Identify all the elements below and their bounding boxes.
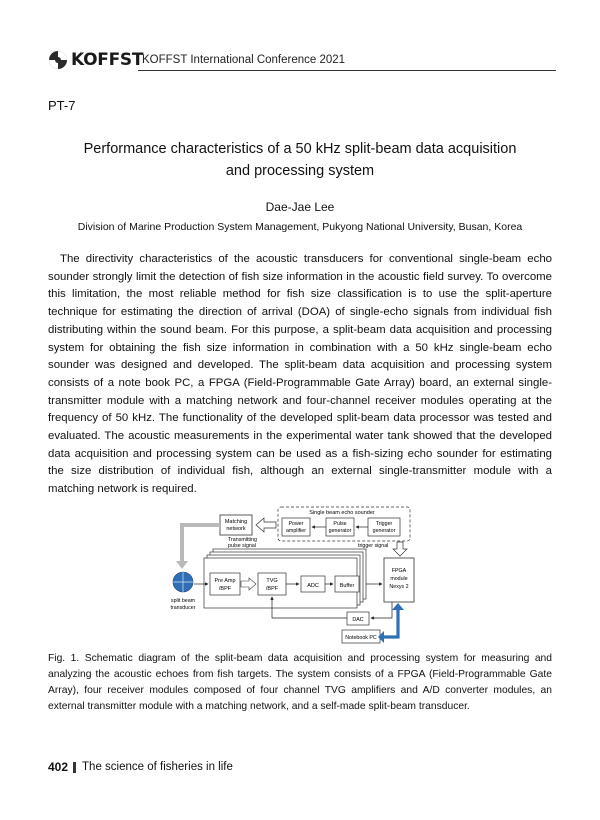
paper-title [60, 138, 540, 182]
page-footer [48, 760, 233, 774]
trigger-signal-label: trigger signal [358, 543, 389, 549]
arrow-fpga-to-dac [371, 602, 392, 618]
header-rule [138, 70, 556, 71]
dac-label: DAC [352, 617, 364, 623]
title-line-2: and processing system [225, 163, 375, 179]
tvg-label-2: /BPF [265, 586, 279, 592]
figure-caption: Fig. 1. Schematic diagram of the split-beam data acquisition and processing system for measuring and analyzing the acoustic echoes from fish targets. The system consists of a FPGA (Field-Programmable Gate Array), four receiver modules composed of four channel TVG amplifiers and A/D converter modules, an external transmitter module with a matching network, and a self-made split-beam transducer. [48, 653, 552, 712]
trigger-generator-label-1: Trigger [375, 521, 393, 527]
transmitting-label-2: pulse signal [228, 543, 256, 549]
arrow-sounder-to-matching [256, 518, 276, 532]
title-line-1: Performance characteristics of a 50 kHz split-beam data acquisition [83, 141, 517, 157]
echo-sounder-label: Single beam echo sounder [309, 510, 375, 516]
buffer-label: Buffer [339, 583, 355, 589]
matching-network-label-1: Matching [224, 519, 248, 525]
matching-network-box [220, 515, 252, 535]
author-name: Dae-Jae Lee [265, 200, 335, 214]
conference-name: KOFFST International Conference 2021 [142, 54, 346, 66]
trigger-generator-label-2: generator [372, 528, 396, 534]
koffst-logo [48, 50, 143, 70]
koffst-logo-icon [48, 50, 68, 70]
transducer-label-1: split beam [170, 598, 196, 604]
fpga-label-1: FPGA [391, 568, 407, 574]
fpga-label-2: module [390, 576, 408, 582]
arrow-notebook-fpga [383, 609, 398, 637]
tvg-label-1: TVG [266, 578, 278, 584]
arrow-matching-to-transducer-head [176, 561, 188, 569]
page-header [48, 50, 556, 72]
footer-divider [73, 762, 76, 773]
adc-label: ADC [307, 583, 319, 589]
preamp-label-2: /BPF [218, 586, 232, 592]
fpga-label-3: Nexys 2 [389, 584, 409, 590]
affiliation: Division of Marine Production System Management, Pukyong National University, Busan, Korea [77, 221, 523, 233]
logo-text: KOFFST [71, 50, 144, 70]
transmitting-label-1: Transmitting [228, 537, 257, 543]
pulse-generator-label-1: Pulse [333, 521, 347, 527]
schematic-diagram [170, 506, 432, 646]
journal-name: The science of fisheries in life [82, 761, 233, 773]
notebook-pc-label: Notebook PC [345, 635, 377, 641]
preamp-label-1: Pre Amp [214, 578, 236, 584]
arrow-notebook-fpga-head-up [392, 603, 404, 610]
transducer-label-2: transducer [170, 605, 196, 611]
power-amplifier-label-2: amplifier [285, 528, 307, 534]
matching-network-label-2: network [226, 526, 246, 532]
power-amplifier-label-1: Power [288, 521, 304, 527]
page-number: 402 [48, 760, 69, 774]
arrow-trigger-to-fpga [393, 542, 407, 556]
pulse-generator-label-2: generator [328, 528, 352, 534]
paper-code: PT-7 [48, 98, 76, 113]
abstract-text: The directivity characteristics of the acoustic transducers for conventional single-beam echo sounder strongly limit the detection of fish size information in the acoustic field survey. To overcome this limitation, the most reliable method for fish size classification is to use the split-aperture technique for estimating the direction of arrival (DOA) of single-echo signals from individual fish distributing within the sound beam. For this purpose, a split-beam data acquisition and processing system for obtaining the fish size information in combination with a 50 kHz single-beam echo sounder was designed and developed. The split-beam data acquisition and processing system consists of a note book PC, a FPGA (Field-Programmable Gate Array) board, an external single-transmitter module with a matching network and four-channel receiver modules operating at the frequency of 50 kHz. The functionality of the developed split-beam data processor was tested and evaluated. The acoustic measurements in the experimental water tank showed that the developed data acquisition and processing system can be used as a fish-sizing echo sounder for estimating the size distribution of individual fish, although an external single-transmitter module with a matching network is required. [48, 253, 552, 496]
